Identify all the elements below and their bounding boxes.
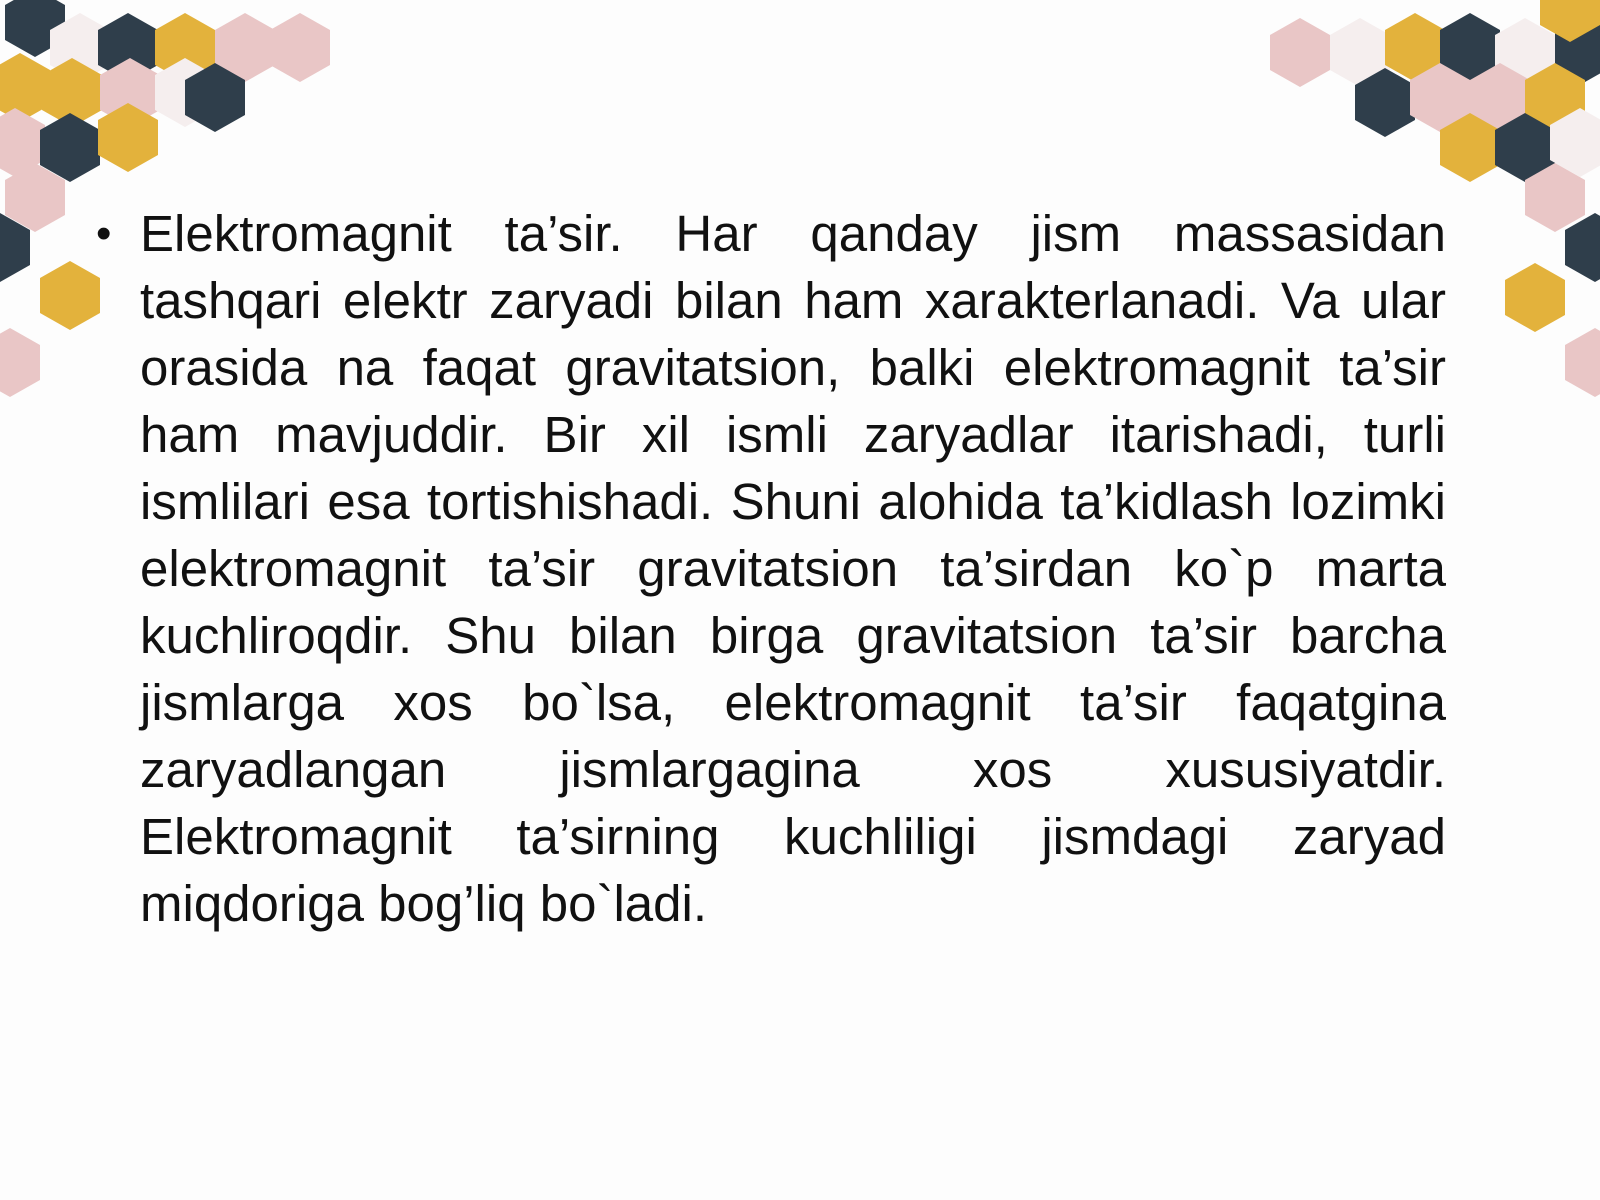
hexagon-shape — [40, 261, 100, 330]
hexagon-shape — [1565, 328, 1600, 397]
hexagon-shape — [270, 13, 330, 82]
bullet-item — [96, 200, 1446, 937]
slide-content — [96, 200, 1446, 937]
bullet-icon: • — [96, 209, 112, 258]
hexagon-shape — [1505, 263, 1565, 332]
bullet-paragraph: Elektromagnit ta’sir. Har qanday jism massasidan tashqari elektr zaryadi bilan ham xarakterlanadi. Va ular orasida na faqat gravitatsion, balki elektromagnit ta’sir ham mavjuddir. Bir xil ismli zaryadlar itarishadi, turli ismlilari esa tortishishadi. Shuni alohida ta’kidlash lozimki elektromagnit ta’sir gravitatsion ta’sirdan ko`p marta kuchliroqdir. Shu bilan birga gravitatsion ta’sir barcha jismlarga xos bo`lsa, elektromagnit ta’sir faqatgina zaryadlangan jismlargagina xos xususiyatdir. Elektromagnit ta’sirning kuchliligi jismdagi zaryad miqdoriga bog’liq bo`ladi. — [140, 205, 1446, 932]
hexagon-shape — [1270, 18, 1330, 87]
hexagon-shape — [0, 328, 40, 397]
